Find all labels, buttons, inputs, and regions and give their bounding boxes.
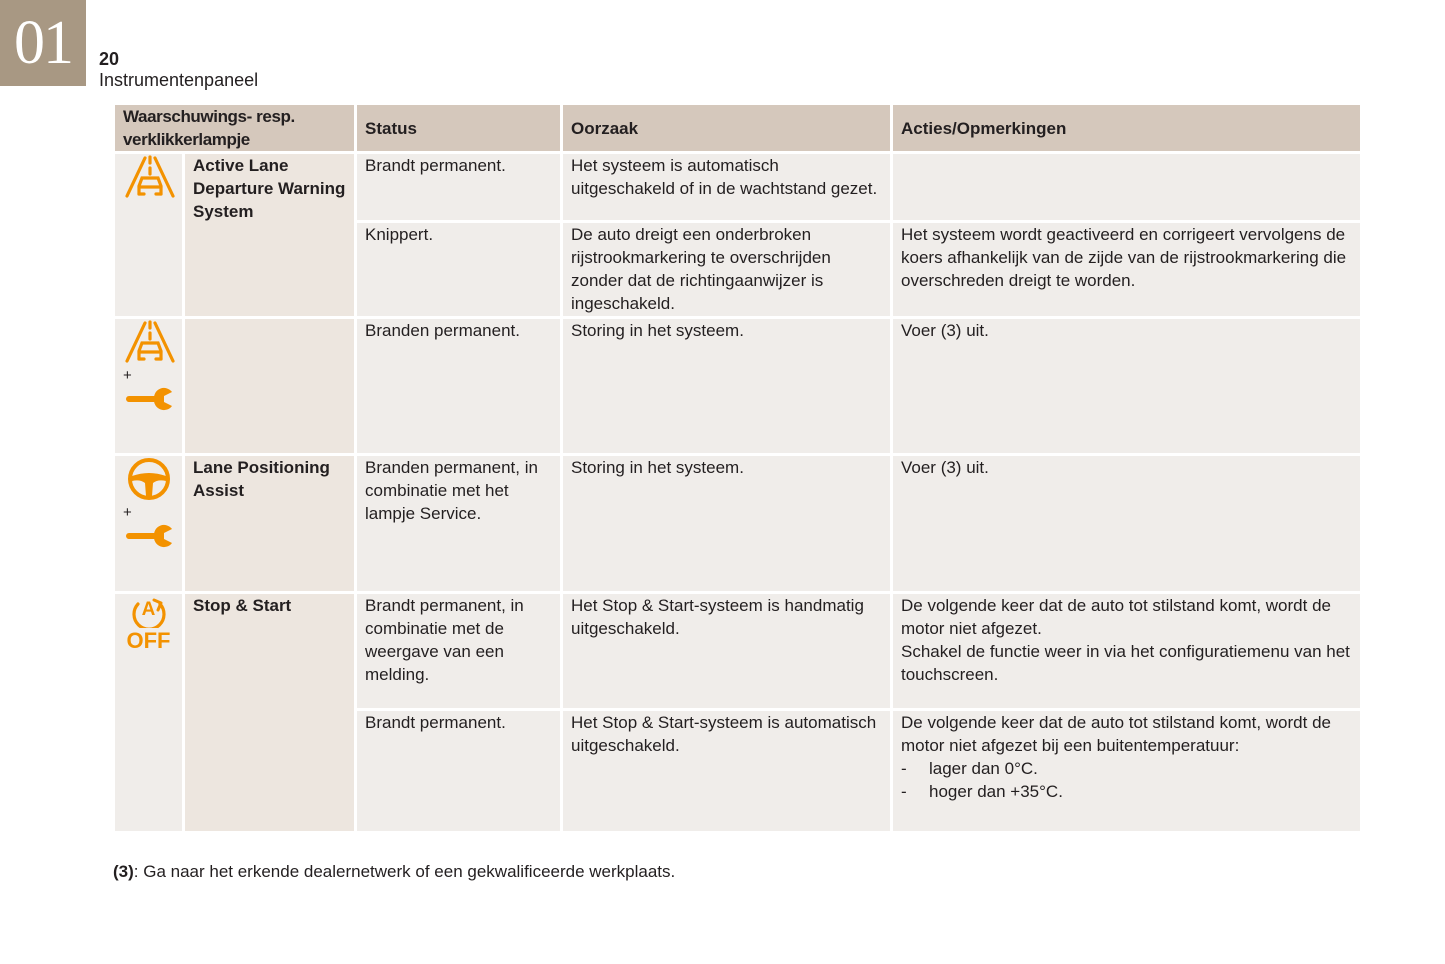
list-item-text: lager dan 0°C.	[929, 759, 1038, 778]
plus-sign: +	[123, 367, 132, 384]
list-dash: -	[901, 782, 907, 801]
chapter-number: 01	[0, 0, 86, 86]
action-cell	[892, 710, 1362, 833]
action-cell	[892, 153, 1362, 222]
cause-cell: Het Stop & Start-systeem is automatisch uitgeschakeld.	[562, 710, 892, 833]
cause-cell: Storing in het systeem.	[562, 455, 892, 593]
status-cell: Knippert.	[356, 222, 562, 318]
header-actions: Acties/Opmerkingen	[892, 104, 1362, 153]
list-item-text: hoger dan +35°C.	[929, 782, 1063, 801]
lamp-icon-cell	[114, 153, 184, 318]
stop-start-off-icon	[124, 594, 174, 652]
table-header-row	[114, 104, 1362, 153]
status-cell: Branden permanent, in combinatie met het lampje Service.	[356, 455, 562, 593]
page-title: Instrumentenpaneel	[99, 70, 259, 90]
status-cell: Branden permanent.	[356, 318, 562, 455]
header-lamp: Waarschuwings- resp. verklikkerlampje	[114, 104, 356, 153]
stop-start-off-label: OFF	[126, 628, 171, 653]
list-item	[901, 757, 1352, 780]
header-status: Status	[356, 104, 562, 153]
action-cell	[892, 593, 1362, 710]
action-cell: Voer (3) uit.	[892, 318, 1362, 455]
action-cell: Voer (3) uit.	[892, 455, 1362, 593]
stop-start-letter: A	[141, 599, 156, 620]
steering-wheel-icon	[123, 456, 174, 502]
system-name: Stop & Start	[184, 593, 356, 833]
system-name: Lane Positioning Assist	[184, 455, 356, 593]
lane-departure-icon	[123, 319, 174, 365]
list-dash: -	[901, 759, 907, 778]
status-cell: Brandt permanent.	[356, 710, 562, 833]
footnote-text: : Ga naar het erkende dealernetwerk of een gekwalificeerde werkplaats.	[133, 862, 676, 881]
lamp-icon-cell	[114, 318, 184, 455]
wrench-icon	[123, 387, 174, 411]
action-text: De volgende keer dat de auto tot stilstand komt, wordt de motor niet afgezet.	[901, 596, 1331, 638]
table-row	[114, 153, 1362, 222]
footnote	[113, 860, 675, 883]
system-name-empty	[184, 318, 356, 455]
page-number: 20	[99, 49, 120, 69]
table-row	[114, 455, 1362, 593]
lane-departure-icon	[123, 154, 174, 200]
action-text: Schakel de functie weer in via het configuratiemenu van het touchscreen.	[901, 642, 1350, 684]
cause-cell: Storing in het systeem.	[562, 318, 892, 455]
table-row	[114, 318, 1362, 455]
system-name: Active Lane Departure Warning System	[184, 153, 356, 318]
action-cell: Het systeem wordt geactiveerd en corrigeert vervolgens de koers afhankelijk van de zijde van de rijstrookmarkering die overschreden dreigt te worden.	[892, 222, 1362, 318]
table-row	[114, 593, 1362, 710]
header-cause: Oorzaak	[562, 104, 892, 153]
list-item	[901, 780, 1352, 803]
status-cell: Brandt permanent.	[356, 153, 562, 222]
wrench-icon	[123, 524, 174, 548]
lamp-icon-cell	[114, 593, 184, 833]
lamp-icon-cell	[114, 455, 184, 593]
cause-cell: Het systeem is automatisch uitgeschakeld of in de wachtstand gezet.	[562, 153, 892, 222]
warning-lamps-table	[112, 102, 1363, 834]
footnote-ref: (3)	[113, 862, 134, 881]
action-text: De volgende keer dat de auto tot stilstand komt, wordt de motor niet afgezet bij een buitentemperatuur:	[901, 713, 1331, 755]
cause-cell: Het Stop & Start-systeem is handmatig uitgeschakeld.	[562, 593, 892, 710]
plus-sign: +	[123, 504, 132, 521]
cause-cell: De auto dreigt een onderbroken rijstrookmarkering te overschrijden zonder dat de richtingaanwijzer is ingeschakeld.	[562, 222, 892, 318]
status-cell: Brandt permanent, in combinatie met de weergave van een melding.	[356, 593, 562, 710]
